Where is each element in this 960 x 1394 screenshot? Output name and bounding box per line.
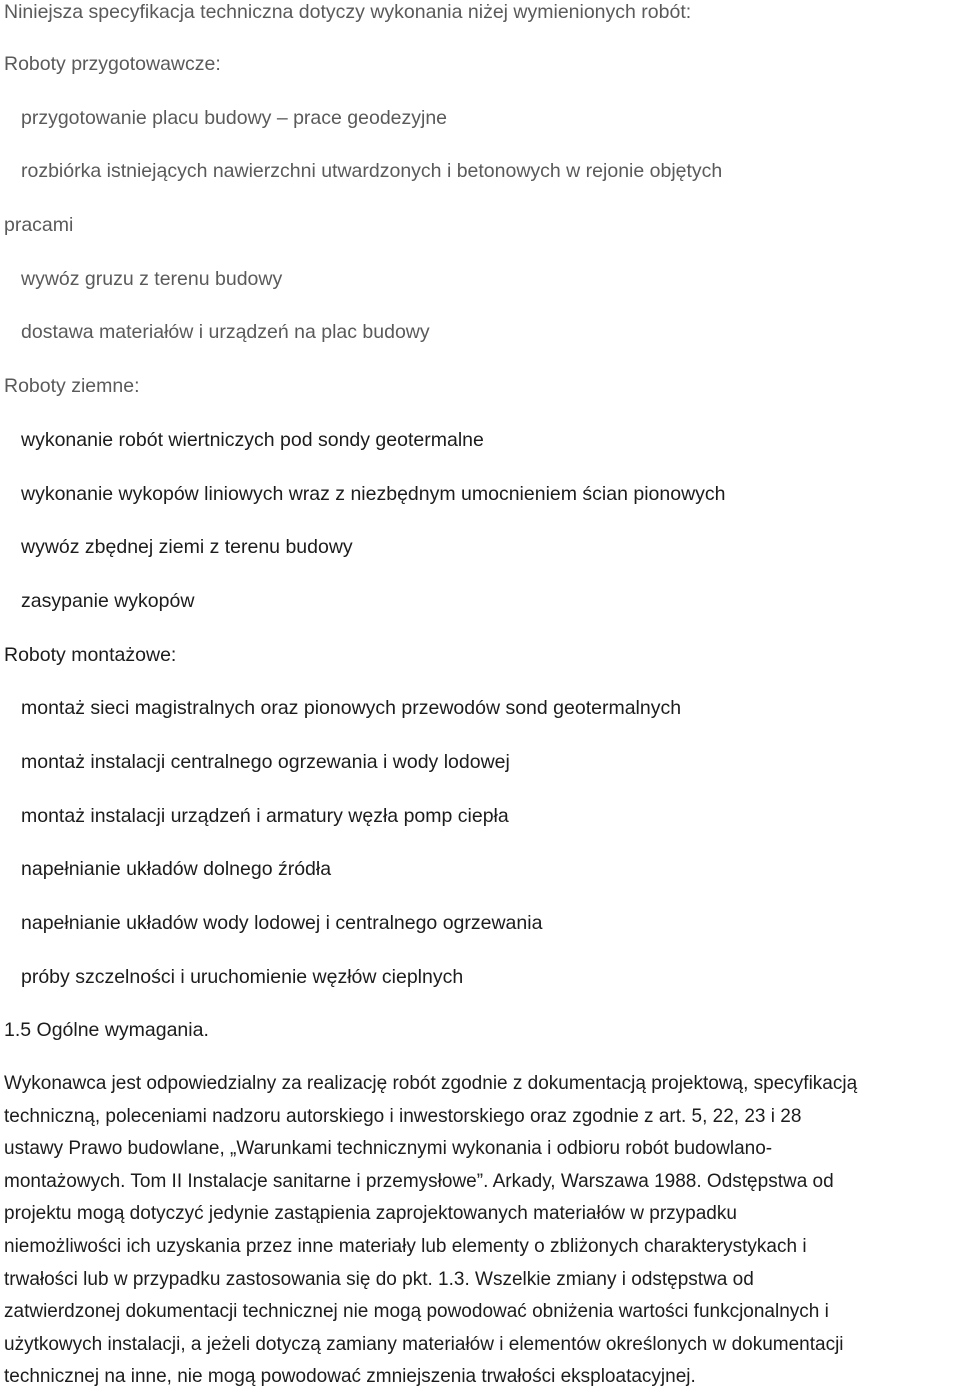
list-item: rozbiórka istniejących nawierzchni utwardzonych i betonowych w rejonie objętych [21, 160, 723, 182]
paragraph-line: techniczną, poleceniami nadzoru autorskiego i inwestorskiego oraz zgodnie z art. 5, 22, 23 i 28 [4, 1105, 802, 1127]
section-title: 1.5 Ogólne wymagania. [4, 1019, 209, 1041]
list-item: montaż instalacji centralnego ogrzewania i wody lodowej [21, 751, 510, 773]
list-item: próby szczelności i uruchomienie węzłów cieplnych [21, 966, 464, 988]
paragraph-line: projektu mogą dotyczyć jedynie zastąpienia zaprojektowanych materiałów w przypadku [4, 1203, 737, 1225]
list-item: napełnianie układów dolnego źródła [21, 858, 332, 880]
paragraph-line: użytkowych instalacji, a jeżeli dotyczą zamiany materiałów i elementów określonych w dokumentacji [4, 1333, 844, 1355]
section-heading-earthworks: Roboty ziemne: [4, 375, 140, 397]
list-item: napełnianie układów wody lodowej i centralnego ogrzewania [21, 912, 543, 934]
paragraph-line: montażowych. Tom II Instalacje sanitarne i przemysłowe”. Arkady, Warszawa 1988. Odstępstwa od [4, 1170, 834, 1192]
paragraph-line: ustawy Prawo budowlane, „Warunkami technicznymi wykonania i odbioru robót budowlano- [4, 1138, 773, 1160]
list-item: wywóz gruzu z terenu budowy [21, 268, 283, 290]
list-item: wykonanie robót wiertniczych pod sondy geotermalne [21, 429, 484, 451]
list-item-continuation: pracami [4, 214, 74, 236]
requirements-paragraph [4, 1068, 960, 1394]
paragraph-line: niemożliwości ich uzyskania przez inne materiały lub elementy o zbliżonych charakterystykach i [4, 1235, 807, 1257]
list-item: wywóz zbędnej ziemi z terenu budowy [21, 536, 353, 558]
list-item: dostawa materiałów i urządzeń na plac budowy [21, 321, 430, 343]
list-item: montaż sieci magistralnych oraz pionowych przewodów sond geotermalnych [21, 697, 682, 719]
section-heading-preparatory: Roboty przygotowawcze: [4, 53, 221, 75]
list-item: zasypanie wykopów [21, 590, 195, 612]
intro-text: Niniejsza specyfikacja techniczna dotyczy wykonania niżej wymienionych robót: [4, 1, 692, 23]
section-heading-assembly: Roboty montażowe: [4, 644, 177, 666]
list-item: przygotowanie placu budowy – prace geodezyjne [21, 107, 448, 129]
paragraph-line: zatwierdzonej dokumentacji technicznej nie mogą powodować obniżenia wartości funkcjonalnych i [4, 1301, 829, 1323]
paragraph-line: technicznej na inne, nie mogą powodować zmniejszenia trwałości eksploatacyjnej. [4, 1366, 696, 1388]
paragraph-line: Wykonawca jest odpowiedzialny za realizację robót zgodnie z dokumentacją projektową, specyfikacją [4, 1073, 858, 1094]
list-item: montaż instalacji urządzeń i armatury węzła pomp ciepła [21, 805, 509, 827]
list-item: wykonanie wykopów liniowych wraz z niezbędnym umocnieniem ścian pionowych [21, 483, 726, 505]
paragraph-line: trwałości lub w przypadku zastosowania się do pkt. 1.3. Wszelkie zmiany i odstępstwa od [4, 1268, 754, 1290]
